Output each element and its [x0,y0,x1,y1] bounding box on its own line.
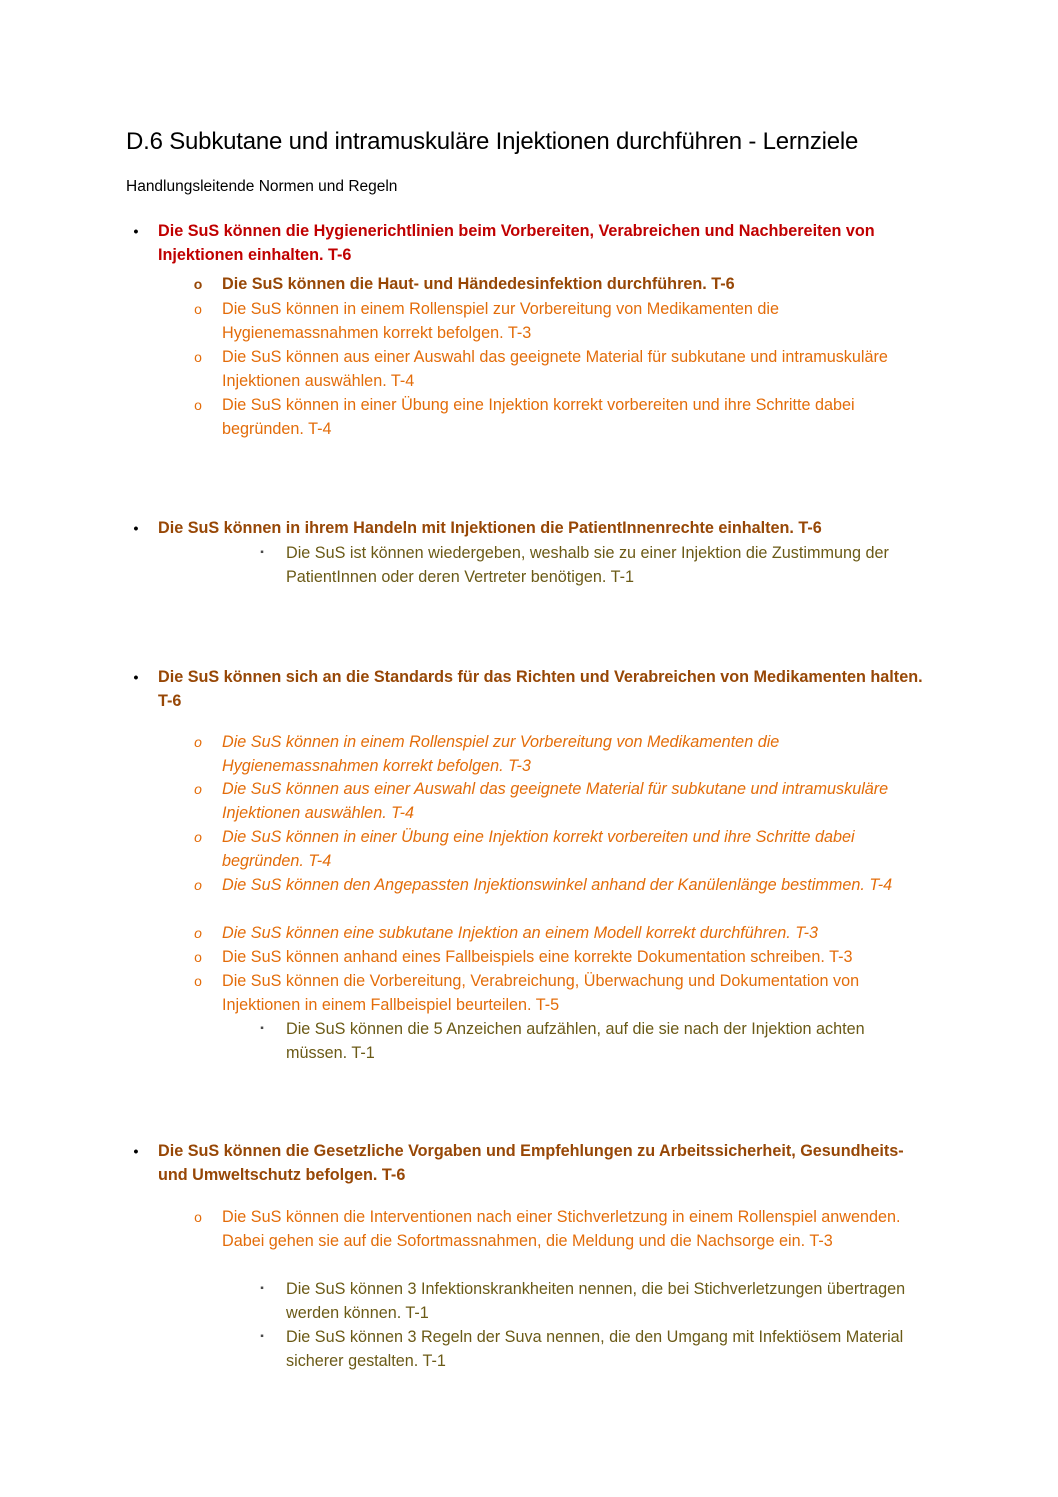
circle-bullet-icon: o [194,781,202,797]
list-item-text: Die SuS können in einem Rollenspiel zur Vorbereitung von Medikamenten die Hygienemassnahmen korrekt befolgen. T-3 [222,733,780,775]
list-item-text: Die SuS können den Angepassten Injektionswinkel anhand der Kanülenlänge bestimmen. T-4 [222,876,893,894]
square-bullet-icon: ▪ [260,1283,264,1294]
list-item-text: Die SuS können die Vorbereitung, Verabreichung, Überwachung und Dokumentation von Injektionen in einem Fallbeispiel beurteilen. T-5 [222,972,860,1014]
bullet-marker: • [133,223,139,239]
list-item [194,1205,934,1253]
list-item [194,921,934,945]
goal-text: Die SuS können in ihrem Handeln mit Injektionen die PatientInnenrechte einhalten. T-6 [158,519,822,537]
list-item-text: Die SuS können aus einer Auswahl das geeignete Material für subkutane und intramuskuläre Injektionen auswählen. T-4 [222,348,888,390]
circle-bullet-icon: o [194,397,202,413]
list-item [194,825,934,873]
bullet-marker: • [133,669,139,685]
list-item-text: Die SuS können in einer Übung eine Injektion korrekt vorbereiten und ihre Schritte dabei begründen. T-4 [222,396,855,438]
list-item-text: Die SuS ist können wiedergeben, weshalb sie zu einer Injektion die Zustimmung der PatientInnen oder deren Vertreter benötigen. T-1 [286,544,889,586]
list-item [194,345,934,393]
bullet-marker: • [133,1143,139,1159]
circle-bullet-icon: o [193,276,203,292]
list-item [260,1325,926,1373]
list-item [194,777,934,825]
list-item-text: Die SuS können die Haut- und Händedesinfektion durchführen. T-6 [222,275,735,293]
goal-text: Die SuS können die Hygienerichtlinien beim Vorbereiten, Verabreichen und Nachbereiten von Injektionen einhalten. T-6 [158,222,875,264]
list-item [194,969,934,1017]
list-item-text: Die SuS können eine subkutane Injektion an einem Modell korrekt durchführen. T-3 [222,924,818,942]
list-item-text: Die SuS können 3 Regeln der Suva nennen, die den Umgang mit Infektiösem Material sicherer gestalten. T-1 [286,1328,904,1370]
square-bullet-icon: ▪ [260,547,264,558]
circle-bullet-icon: o [194,1209,202,1225]
square-bullet-icon: ▪ [260,1023,264,1034]
goal-text: Die SuS können die Gesetzliche Vorgaben und Empfehlungen zu Arbeitssicherheit, Gesundheits- und Umweltschutz befolgen. T-6 [158,1142,904,1184]
bullet-marker: • [133,520,139,536]
goal-text: Die SuS können sich an die Standards für das Richten und Verabreichen von Medikamenten halten. T-6 [158,668,923,710]
goal-standards [133,665,928,713]
list-item-text: Die SuS können 3 Infektionskrankheiten nennen, die bei Stichverletzungen übertragen werden können. T-1 [286,1280,906,1322]
list-item-text: Die SuS können die 5 Anzeichen aufzählen, auf die sie nach der Injektion achten müssen. T-1 [286,1020,865,1062]
square-bullet-icon: ▪ [260,1331,264,1342]
list-item-text: Die SuS können aus einer Auswahl das geeignete Material für subkutane und intramuskuläre Injektionen auswählen. T-4 [222,780,889,822]
list-item [194,393,934,441]
list-item [260,541,926,589]
circle-bullet-icon: o [194,829,202,845]
list-item [260,1017,926,1065]
section-heading: Handlungsleitende Normen und Regeln [126,178,398,195]
circle-bullet-icon: o [194,973,202,989]
circle-bullet-icon: o [194,734,202,750]
circle-bullet-icon: o [194,949,202,965]
list-item [194,873,934,897]
goal-patient-rights [133,516,928,540]
list-item-text: Die SuS können in einer Übung eine Injektion korrekt vorbereiten und ihre Schritte dabei begründen. T-4 [222,828,855,870]
goal-occupational-safety [133,1139,928,1187]
page-title: D.6 Subkutane und intramuskuläre Injektionen durchführen - Lernziele [126,128,859,155]
list-item [260,1277,926,1325]
circle-bullet-icon: o [194,301,202,317]
list-item [193,272,934,296]
list-item [194,730,934,778]
goal-hygiene [133,219,928,267]
list-item [194,945,934,969]
circle-bullet-icon: o [194,925,202,941]
circle-bullet-icon: o [194,877,202,893]
list-item-text: Die SuS können in einem Rollenspiel zur Vorbereitung von Medikamenten die Hygienemassnahmen korrekt befolgen. T-3 [222,300,779,342]
list-item-text: Die SuS können die Interventionen nach einer Stichverletzung in einem Rollenspiel anwenden. Dabei gehen sie auf die Sofortmassnahmen, die Meldung und die Nachsorge ein. T-3 [222,1208,901,1250]
circle-bullet-icon: o [194,349,202,365]
list-item [194,297,934,345]
list-item-text: Die SuS können anhand eines Fallbeispiels eine korrekte Dokumentation schreiben. T-3 [222,948,853,966]
